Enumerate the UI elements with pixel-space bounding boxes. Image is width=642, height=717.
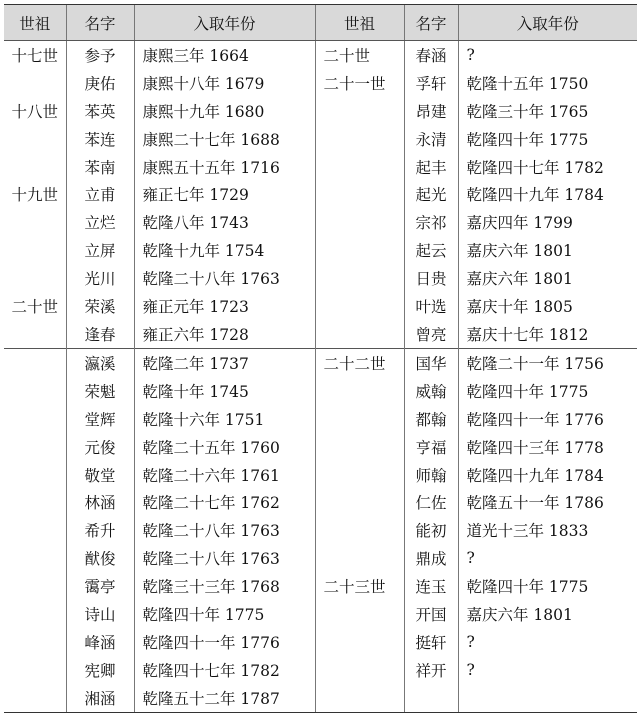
year-cell-right: 乾隆四十三年 1778 (458, 433, 637, 461)
name-cell-right: 宗祁 (404, 208, 458, 236)
year-cell-right: 乾隆四十年 1775 (458, 572, 637, 600)
year-cell-right: 嘉庆六年 1801 (458, 236, 637, 264)
generation-table (4, 4, 637, 713)
year-cell: 乾隆二年 1737 (134, 348, 315, 376)
name-cell-right: 挺轩 (404, 628, 458, 656)
table-row (4, 125, 637, 153)
table-row (4, 264, 637, 292)
name-cell: 立屏 (66, 236, 134, 264)
year-cell-right: 乾隆二十一年 1756 (458, 348, 637, 376)
name-cell: 光川 (66, 264, 134, 292)
year-cell-right: 乾隆四十七年 1782 (458, 153, 637, 181)
year-cell: 康熙十九年 1680 (134, 97, 315, 125)
generation-cell-right (315, 125, 404, 153)
table-row (4, 656, 637, 684)
year-cell: 康熙三年 1664 (134, 41, 315, 69)
generation-cell-right (315, 236, 404, 264)
table-row (4, 544, 637, 572)
year-cell: 乾隆二十八年 1763 (134, 264, 315, 292)
generation-cell: 十八世 (11, 102, 58, 121)
table-row (4, 41, 637, 69)
year-cell: 乾隆二十七年 1762 (134, 489, 315, 517)
table-row (4, 292, 637, 320)
generation-cell (4, 489, 66, 517)
name-cell: 参予 (66, 41, 134, 69)
generation-cell-right: 二十三世 (315, 572, 404, 600)
name-cell: 湘涵 (66, 684, 134, 713)
generation-cell-right (315, 153, 404, 181)
year-cell: 康熙十八年 1679 (134, 69, 315, 97)
year-cell-right: 乾隆四十九年 1784 (458, 181, 637, 209)
year-cell-right: ? (458, 41, 637, 69)
year-cell-right: 嘉庆十七年 1812 (458, 320, 637, 348)
name-cell-right: 起光 (404, 181, 458, 209)
generation-cell (4, 320, 66, 348)
header-generation-right: 世祖 (315, 5, 404, 41)
year-cell: 乾隆五十二年 1787 (134, 684, 315, 713)
name-cell-right: 能初 (404, 516, 458, 544)
name-cell-right: 日贵 (404, 264, 458, 292)
year-cell-right: 乾隆四十一年 1776 (458, 405, 637, 433)
generation-cell (4, 208, 66, 236)
generation-cell (4, 516, 66, 544)
year-cell: 乾隆四十七年 1782 (134, 656, 315, 684)
table-row (4, 377, 637, 405)
header-year-right: 入取年份 (458, 5, 637, 41)
header-name-right: 名字 (404, 5, 458, 41)
generation-cell (4, 348, 66, 376)
name-cell-right: 起云 (404, 236, 458, 264)
year-cell-right: 嘉庆十年 1805 (458, 292, 637, 320)
generation-cell (4, 153, 66, 181)
name-cell-right: 祥开 (404, 656, 458, 684)
name-cell: 敬堂 (66, 461, 134, 489)
year-cell-right: ? (458, 656, 637, 684)
year-cell-right: 嘉庆四年 1799 (458, 208, 637, 236)
generation-cell-right: 二十二世 (315, 348, 404, 376)
name-cell: 峰涵 (66, 628, 134, 656)
generation-cell (4, 600, 66, 628)
generation-cell (4, 264, 66, 292)
generation-cell (4, 405, 66, 433)
name-cell: 立甫 (66, 181, 134, 209)
year-cell: 乾隆二十六年 1761 (134, 461, 315, 489)
name-cell: 瀛溪 (66, 348, 134, 376)
name-cell-right: 叶选 (404, 292, 458, 320)
year-cell-right: 嘉庆六年 1801 (458, 264, 637, 292)
generation-cell-right (315, 292, 404, 320)
table-row (4, 348, 637, 376)
table-row (4, 405, 637, 433)
year-cell-right: 嘉庆六年 1801 (458, 600, 637, 628)
table-row (4, 489, 637, 517)
generation-cell (4, 377, 66, 405)
table-row (4, 600, 637, 628)
header-row (4, 5, 637, 41)
header-year: 入取年份 (134, 5, 315, 41)
year-cell: 雍正元年 1723 (134, 292, 315, 320)
generation-cell (4, 69, 66, 97)
name-cell-right (404, 684, 458, 713)
generation-cell (4, 684, 66, 713)
year-cell: 康熙二十七年 1688 (134, 125, 315, 153)
table-row (4, 516, 637, 544)
name-cell: 苯连 (66, 125, 134, 153)
name-cell-right: 仁佐 (404, 489, 458, 517)
year-cell: 乾隆二十八年 1763 (134, 544, 315, 572)
generation-cell-right: 二十世 (315, 41, 404, 69)
name-cell: 苯南 (66, 153, 134, 181)
name-cell: 宪卿 (66, 656, 134, 684)
generation-cell-right (315, 377, 404, 405)
year-cell-right (458, 684, 637, 713)
name-cell-right: 国华 (404, 348, 458, 376)
name-cell-right: 鼎成 (404, 544, 458, 572)
year-cell-right: 乾隆三十年 1765 (458, 97, 637, 125)
header-generation: 世祖 (4, 5, 66, 41)
generation-cell-right (315, 461, 404, 489)
generation-cell-right (315, 97, 404, 125)
name-cell: 荣溪 (66, 292, 134, 320)
year-cell: 雍正六年 1728 (134, 320, 315, 348)
generation-cell (4, 572, 66, 600)
name-cell-right: 孚轩 (404, 69, 458, 97)
generation-cell (4, 236, 66, 264)
generation-cell (4, 461, 66, 489)
generation-cell: 十七世 (11, 46, 58, 65)
name-cell: 希升 (66, 516, 134, 544)
name-cell-right: 威翰 (404, 377, 458, 405)
generation-cell-right (315, 544, 404, 572)
year-cell-right: 乾隆十五年 1750 (458, 69, 637, 97)
name-cell: 诗山 (66, 600, 134, 628)
year-cell-right: 乾隆四十九年 1784 (458, 461, 637, 489)
generation-cell-right (315, 684, 404, 713)
year-cell: 乾隆十九年 1754 (134, 236, 315, 264)
table-row (4, 684, 637, 713)
generation-cell (4, 656, 66, 684)
year-cell: 乾隆十年 1745 (134, 377, 315, 405)
year-cell: 雍正七年 1729 (134, 181, 315, 209)
name-cell-right: 永清 (404, 125, 458, 153)
generation-cell-right: 二十一世 (315, 69, 404, 97)
name-cell: 元俊 (66, 433, 134, 461)
table-row (4, 208, 637, 236)
year-cell: 乾隆十六年 1751 (134, 405, 315, 433)
table-row (4, 461, 637, 489)
name-cell: 霭亭 (66, 572, 134, 600)
generation-cell-right (315, 320, 404, 348)
name-cell-right: 曾亮 (404, 320, 458, 348)
table-row (4, 628, 637, 656)
generation-cell (4, 433, 66, 461)
year-cell: 乾隆三十三年 1768 (134, 572, 315, 600)
name-cell-right: 亨福 (404, 433, 458, 461)
name-cell: 猷俊 (66, 544, 134, 572)
name-cell: 林涵 (66, 489, 134, 517)
header-name: 名字 (66, 5, 134, 41)
year-cell-right: 乾隆五十一年 1786 (458, 489, 637, 517)
generation-cell (4, 125, 66, 153)
name-cell: 苯英 (66, 97, 134, 125)
table-row (4, 181, 637, 209)
name-cell-right: 起丰 (404, 153, 458, 181)
table-body (4, 41, 637, 713)
name-cell-right: 昂建 (404, 97, 458, 125)
name-cell-right: 开国 (404, 600, 458, 628)
table-row (4, 236, 637, 264)
table-row (4, 433, 637, 461)
name-cell: 庚佑 (66, 69, 134, 97)
name-cell-right: 师翰 (404, 461, 458, 489)
year-cell-right: 乾隆四十年 1775 (458, 377, 637, 405)
generation-cell-right (315, 405, 404, 433)
name-cell: 逢春 (66, 320, 134, 348)
year-cell: 康熙五十五年 1716 (134, 153, 315, 181)
generation-cell (4, 628, 66, 656)
generation-cell-right (315, 181, 404, 209)
year-cell-right: 乾隆四十年 1775 (458, 125, 637, 153)
generation-cell-right (315, 600, 404, 628)
table-row (4, 97, 637, 125)
year-cell: 乾隆八年 1743 (134, 208, 315, 236)
name-cell: 荣魁 (66, 377, 134, 405)
name-cell: 立烂 (66, 208, 134, 236)
table-row (4, 69, 637, 97)
generation-cell (4, 544, 66, 572)
name-cell: 堂辉 (66, 405, 134, 433)
year-cell: 乾隆四十一年 1776 (134, 628, 315, 656)
generation-cell-right (315, 489, 404, 517)
generation-cell: 二十世 (11, 298, 58, 317)
table-row (4, 320, 637, 348)
year-cell: 乾隆二十五年 1760 (134, 433, 315, 461)
generation-cell-right (315, 516, 404, 544)
table-row (4, 153, 637, 181)
generation-cell-right (315, 264, 404, 292)
generation-cell-right (315, 656, 404, 684)
name-cell-right: 连玉 (404, 572, 458, 600)
generation-cell-right (315, 433, 404, 461)
year-cell-right: ? (458, 544, 637, 572)
generation-cell-right (315, 628, 404, 656)
year-cell: 乾隆四十年 1775 (134, 600, 315, 628)
year-cell: 乾隆二十八年 1763 (134, 516, 315, 544)
name-cell-right: 都翰 (404, 405, 458, 433)
table-row (4, 572, 637, 600)
name-cell-right: 春涵 (404, 41, 458, 69)
generation-cell: 十九世 (11, 186, 58, 205)
year-cell-right: 道光十三年 1833 (458, 516, 637, 544)
generation-cell-right (315, 208, 404, 236)
year-cell-right: ? (458, 628, 637, 656)
